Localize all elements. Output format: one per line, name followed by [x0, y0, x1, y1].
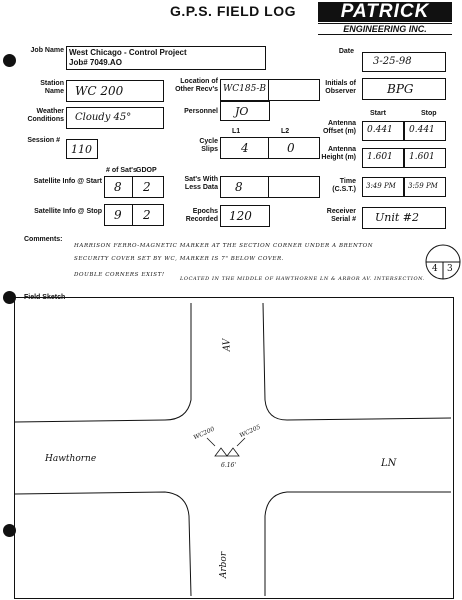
- cycle-slips-label: Cycle Slips: [199, 138, 218, 153]
- antenna-height-label: Antenna Height (m): [321, 146, 356, 161]
- receiver-serial-label: Receiver Serial #: [326, 208, 356, 223]
- corner-circle-icon: [424, 242, 462, 282]
- weather-label: Weather Conditions: [27, 108, 64, 123]
- personnel-box[interactable]: [220, 101, 270, 121]
- initials-value: BPG: [387, 82, 414, 96]
- street-label-ln: LN: [381, 458, 397, 469]
- marker-leader-left: [207, 438, 215, 446]
- field-sketch-area: [14, 297, 454, 599]
- marker-label-wc205: WC205: [238, 423, 262, 440]
- satellite-stop-label: Satellite Info @ Stop: [34, 208, 102, 215]
- street-label-arbor: Arbor: [219, 551, 230, 579]
- comments-label: Comments:: [24, 236, 63, 243]
- logo-wordmark: PATRICK: [318, 2, 452, 22]
- gdop-start-value: 2: [143, 180, 151, 194]
- date-label: Date: [338, 48, 354, 55]
- l1-header: L1: [232, 128, 241, 135]
- job-number-value: Job# 7049.AO: [69, 58, 122, 67]
- date-box[interactable]: [362, 52, 446, 72]
- survey-marker-icon: [215, 448, 227, 456]
- less-data-l2-box[interactable]: [268, 176, 320, 198]
- gdop-start-box[interactable]: [132, 176, 164, 198]
- epochs-label: Epochs Recorded: [185, 208, 218, 223]
- time-start-box[interactable]: [362, 177, 404, 197]
- sats-start-box[interactable]: [104, 176, 134, 198]
- session-value: 110: [71, 143, 92, 156]
- antenna-height-start-box[interactable]: [362, 148, 404, 168]
- time-label: Time (C.S.T.): [332, 178, 356, 193]
- comment-line-3a: DOUBLE CORNERS EXIST!: [74, 272, 165, 278]
- job-name-value: West Chicago - Control Project: [69, 48, 187, 57]
- satellite-start-label: Satellite Info @ Start: [33, 178, 102, 185]
- road-edge-ne: [263, 303, 451, 420]
- antenna-offset-stop-value: 0.441: [409, 125, 435, 135]
- cycle-slips-l1-box[interactable]: [220, 137, 270, 159]
- sats-header: # of Sat's: [106, 167, 137, 174]
- gdop-header: GDOP: [136, 167, 157, 174]
- cycle-slips-l2-value: 0: [287, 141, 295, 155]
- session-box[interactable]: [66, 139, 98, 159]
- initials-label: Initials of Observer: [325, 80, 356, 95]
- time-stop-value: 3:59 PM: [408, 182, 438, 190]
- form-title: G.P.S. FIELD LOG: [170, 3, 296, 19]
- cycle-slips-l1-value: 4: [241, 141, 249, 155]
- station-name-box[interactable]: [66, 80, 164, 102]
- corner-circle-right: 3: [447, 264, 453, 274]
- receiver-serial-value: Unit #2: [375, 211, 420, 224]
- personnel-label: Personnel: [184, 108, 218, 115]
- job-name-box[interactable]: [66, 46, 266, 70]
- antenna-height-stop-value: 1.601: [409, 152, 435, 162]
- field-sketch-label: Field Sketch: [24, 294, 66, 301]
- sats-start-value: 8: [114, 180, 122, 194]
- other-receivers-box[interactable]: [220, 79, 320, 101]
- stop-header: Stop: [421, 110, 437, 117]
- antenna-offset-start-box[interactable]: [362, 121, 404, 141]
- epochs-box[interactable]: [220, 205, 270, 227]
- comment-line-1: HARRISON FERRO-MAGNETIC MARKER AT THE SECTION CORNER UNDER A BRENTON: [74, 243, 374, 249]
- sats-stop-box[interactable]: [104, 204, 134, 226]
- other-receivers-label: Location of Other Recv's: [175, 78, 218, 93]
- l2-header: L2: [281, 128, 290, 135]
- survey-marker-2-icon: [227, 448, 239, 456]
- personnel-value: JO: [235, 105, 249, 118]
- antenna-offset-label: Antenna Offset (m): [322, 120, 356, 135]
- time-stop-box[interactable]: [404, 177, 446, 197]
- comment-line-3b: LOCATED IN THE MIDDLE OF HAWTHORNE LN & ARBOR AV. INTERSECTION.: [180, 276, 426, 282]
- comment-line-2: SECURITY COVER SET BY WC, MARKER IS 7" BELOW COVER.: [74, 256, 285, 262]
- logo-subtitle: ENGINEERING INC.: [318, 23, 452, 35]
- sats-stop-value: 9: [114, 208, 122, 222]
- company-logo: [318, 2, 452, 36]
- weather-value: Cloudy 45°: [75, 112, 132, 123]
- intersection-sketch: [15, 298, 453, 598]
- road-edge-sw: [15, 492, 191, 596]
- gdop-stop-value: 2: [143, 208, 151, 222]
- station-label: Station Name: [40, 80, 64, 95]
- less-data-label: Sat's With Less Data: [184, 176, 218, 191]
- binder-hole-top: [3, 54, 16, 67]
- street-label-av: AV: [222, 338, 233, 352]
- road-edge-nw: [15, 303, 191, 422]
- other-receivers-value: WC185-B: [223, 84, 266, 94]
- time-start-value: 3:49 PM: [366, 182, 396, 190]
- marker-distance-label: 6.16': [221, 462, 237, 469]
- antenna-offset-start-value: 0.441: [367, 125, 393, 135]
- less-data-l1-value: 8: [235, 180, 243, 194]
- other-receivers-divider: [268, 79, 269, 101]
- station-name-value: WC 200: [75, 84, 124, 98]
- antenna-offset-stop-box[interactable]: [404, 121, 446, 141]
- start-header: Start: [370, 110, 386, 117]
- antenna-height-start-value: 1.601: [367, 152, 393, 162]
- road-edge-se: [265, 492, 451, 596]
- epochs-value: 120: [229, 209, 252, 223]
- less-data-l1-box[interactable]: [220, 176, 270, 198]
- date-value: 3-25-98: [373, 56, 412, 67]
- street-label-hawthorne: Hawthorne: [45, 454, 97, 464]
- session-label: Session #: [27, 137, 60, 144]
- gdop-stop-box[interactable]: [132, 204, 164, 226]
- job-name-label: Job Name: [30, 47, 64, 54]
- marker-label-wc200: WC200: [192, 425, 216, 442]
- antenna-height-stop-box[interactable]: [404, 148, 446, 168]
- weather-box[interactable]: [66, 107, 164, 129]
- receiver-serial-box[interactable]: [362, 207, 446, 229]
- corner-circle-left: 4: [432, 264, 438, 274]
- initials-box[interactable]: [362, 78, 446, 100]
